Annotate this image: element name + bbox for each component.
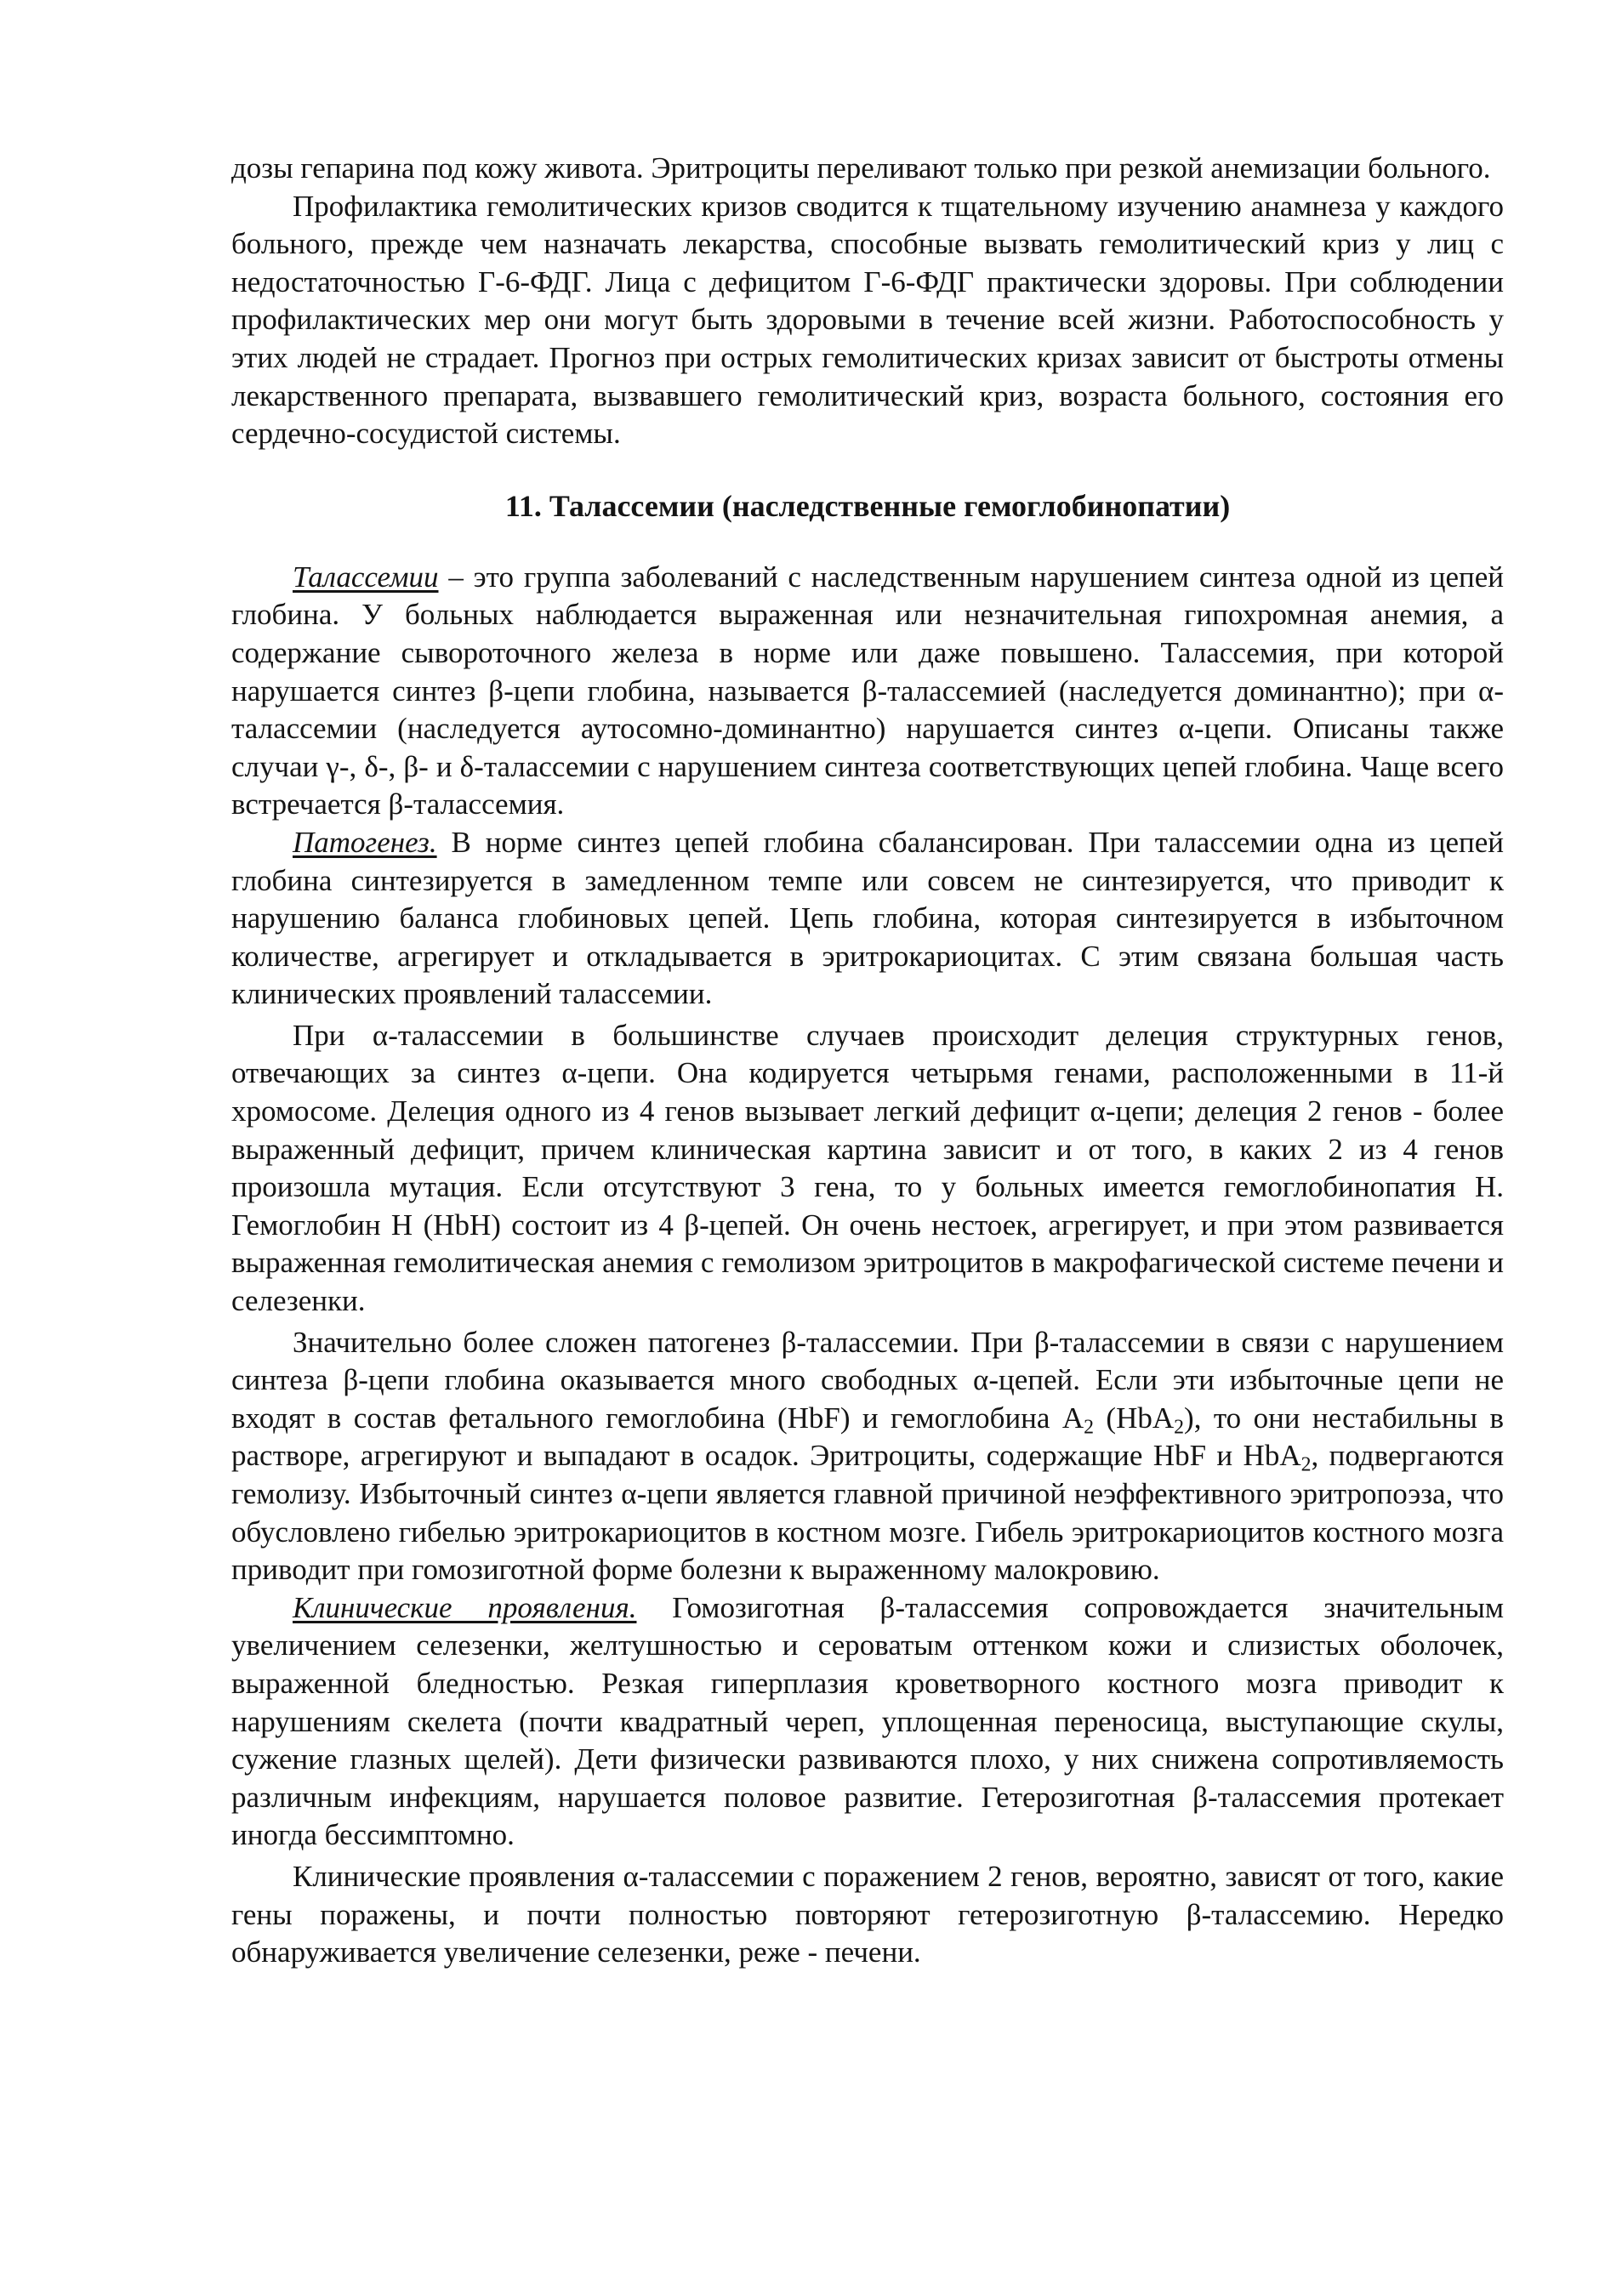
term-pathogenesis: Патогенез.: [293, 825, 437, 859]
paragraph-heparin: дозы гепарина под кожу живота. Эритроциты переливают только при резкой анемизации больного.: [231, 151, 1491, 185]
paragraph-pathogenesis: [231, 824, 1504, 1014]
paragraph-alpha-thalassemia: При α-талассемии в большинстве случаев происходит делеция структурных генов, отвечающих за синтез α-цепи. Она кодируется четырьмя генами, расположенными в 11-й хромосоме. Делеция одного из 4 генов вызывает легкий дефицит α-цепи; делеция 2 генов - более выраженный дефицит, причем клиническая картина зависит и от того, в каких 2 из 4 генов произошла мутация. Если отсутствуют 3 гена, то у больных имеется гемоглобинопатия Н. Гемоглобин Н (НbН) состоит из 4 β-цепей. Он очень нестоек, агрегирует, и при этом развивается выраженная гемолитическая анемия с гемолизом эритроцитов в макрофагической системе печени и селезенки.: [231, 1018, 1504, 1318]
paragraph-prophylaxis: Профилактика гемолитических кризов сводится к тщательному изучению анамнеза у каждого больного, прежде чем назначать лекарства, способные вызвать гемолитический криз у лиц с недостаточностью Г-6-ФДГ. Лица с дефицитом Г-6-ФДГ практически здоровы. При соблюдении профилактических мер они могут быть здоровыми в течение всей жизни. Работоспособность у этих людей не страдает. Прогноз при острых гемолитических кризах зависит от быстроты отмены лекарственного препарата, вызвавшего гемолитический криз, возраста больного, состояния его сердечно-сосудистой системы.: [231, 189, 1504, 451]
paragraph-text: , подвергаются гемолизу. Избыточный синтез α-цепи является главной причиной неэффективного эритропоэза, что обусловлено гибелью эритрокариоцитов в костном мозге. Гибель эритрокариоцитов костного мозга приводит при гомозиготной форме болезни к выраженному малокровию.: [231, 1439, 1504, 1587]
paragraph-thalassemia-definition: [231, 559, 1504, 824]
term-clinical: Клинические проявления.: [293, 1590, 637, 1624]
document-page: [231, 150, 1504, 1972]
paragraph-beta-thalassemia: [231, 1324, 1504, 1589]
term-thalassemia: Талассемии: [293, 560, 439, 594]
paragraph-text: Значительно более сложен патогенез β-талассемии. При β-талассемии в связи с нарушением синтеза β-цепи глобина оказывается много свободных α-цепей. Если эти избыточные цепи не входят в состав фетального гемоглобина (HbF) и гемоглобина А: [231, 1325, 1504, 1435]
paragraph-text: ), то они нестабильны в растворе, агрегируют и выпадают в осадок. Эритроциты, содержащие HbF и HbA: [231, 1401, 1504, 1473]
paragraph-text: В норме синтез цепей глобина сбалансирован. При талассемии одна из цепей глобина синтезируется в замедленном темпе или совсем не синтезируется, что приводит к нарушению баланса глобиновых цепей. Цепь глобина, которая синтезируется в избыточном количестве, агрегирует и откладывается в эритрокариоцитах. С этим связана большая часть клинических проявлений талассемии.: [231, 825, 1504, 1011]
paragraph-text: – это группа заболеваний с наследственным нарушением синтеза одной из цепей глобина. У больных наблюдается выраженная или незначительная гипохромная анемия, а содержание сывороточного железа в норме или даже повышено. Талассемия, при которой нарушается синтез β-цепи глобина, называется β-талассемией (наследуется доминантно); при α-талассемии (наследуется аутосомно-доминантно) нарушается синтез α-цепи. Описаны также случаи γ-, δ-, β- и δ-талассемии с нарушением синтеза соответствующих цепей глобина. Чаще всего встречается β-талассемия.: [231, 560, 1504, 821]
paragraph-text: (HbA: [1094, 1401, 1175, 1435]
paragraph-alpha-clinical: Клинические проявления α-талассемии с поражением 2 генов, вероятно, зависят от того, какие гены поражены, и почти полностью повторяют гетерозиготную β-талассемию. Нередко обнаруживается увеличение селезенки, реже - печени.: [231, 1859, 1504, 1969]
paragraph-clinical: [231, 1589, 1504, 1855]
subscript: 2: [1174, 1416, 1185, 1439]
section-heading: 11. Талассемии (наследственные гемоглобинопатии): [504, 488, 1231, 523]
paragraph-text: Гомозиготная β-талассемия сопровождается значительным увеличением селезенки, желтушностью и сероватым оттенком кожи и слизистых оболочек, выраженной бледностью. Резкая гиперплазия кроветворного костного мозга приводит к нарушениям скелета (почти квадратный череп, уплощенная переносица, выступающие скулы, сужение глазных щелей). Дети физически развиваются плохо, у них снижена сопротивляемость различным инфекциям, нарушается половое развитие. Гетерозиготная β-талассемия протекает иногда бессимптомно.: [231, 1590, 1504, 1852]
subscript: 2: [1084, 1416, 1095, 1439]
subscript: 2: [1300, 1454, 1312, 1477]
